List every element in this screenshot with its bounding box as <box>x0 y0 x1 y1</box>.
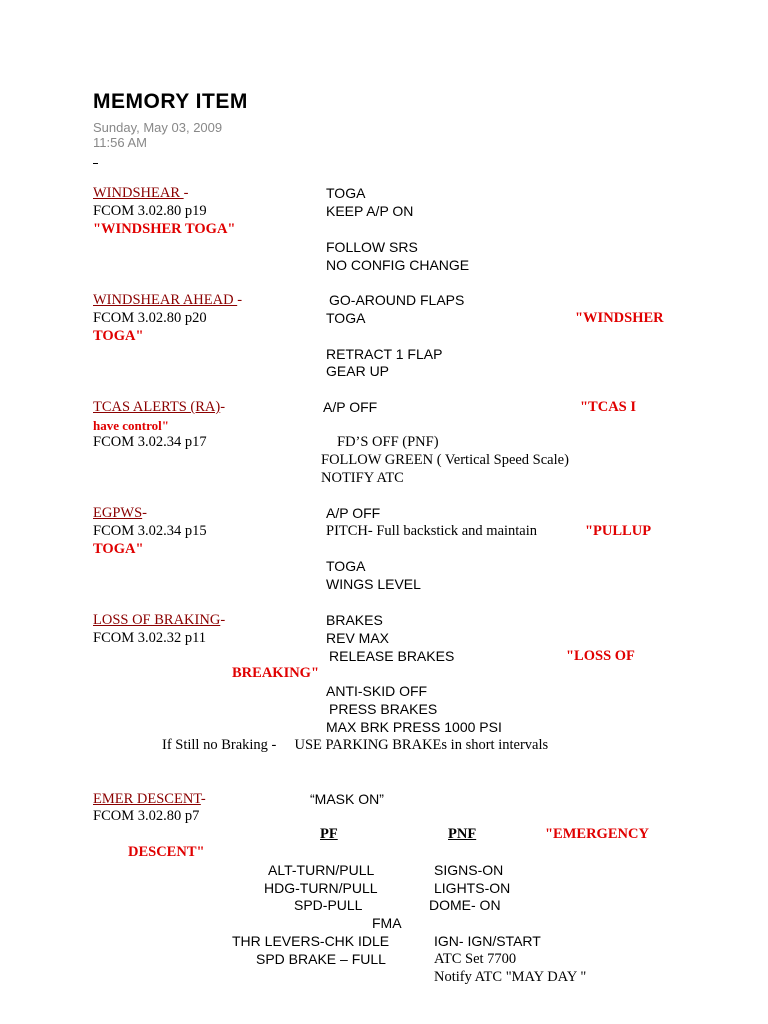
note-date: Sunday, May 03, 2009 <box>93 120 223 135</box>
emer-descent-pf-6: SPD BRAKE – FULL <box>256 951 386 967</box>
tcas-heading: TCAS ALERTS (RA) <box>93 399 221 415</box>
egpws-heading-line <box>93 505 147 522</box>
page-title: MEMORY ITEM <box>93 90 248 113</box>
emer-descent-dash: - <box>200 791 206 807</box>
windshear-callout: "WINDSHER TOGA" <box>93 221 236 237</box>
loss-braking-action-6: MAX BRK PRESS 1000 PSI <box>326 719 502 735</box>
windshear-ahead-heading-line <box>93 292 242 309</box>
loss-braking-action-2: REV MAX <box>326 630 390 646</box>
emer-descent-pnf-3: DOME- ON <box>429 897 501 913</box>
emer-descent-ref: FCOM 3.02.80 p7 <box>93 808 200 824</box>
loss-braking-note: If Still no Braking - USE PARKING BRAKEs in short intervals <box>162 737 549 753</box>
loss-braking-heading: LOSS OF BRAKING <box>93 612 221 628</box>
emer-descent-pf-2: HDG-TURN/PULL <box>264 880 378 896</box>
emer-descent-pf-3: SPD-PULL <box>294 897 363 913</box>
loss-braking-callout-a: "LOSS OF <box>566 648 635 664</box>
loss-braking-action-3: RELEASE BRAKES <box>329 648 455 664</box>
loss-braking-dash: - <box>220 612 226 628</box>
windshear-ahead-heading: WINDSHEAR AHEAD <box>93 292 238 308</box>
emer-descent-pnf-2: LIGHTS-ON <box>434 880 511 896</box>
tcas-ref: FCOM 3.02.34 p17 <box>93 434 207 450</box>
windshear-ahead-callout-a: "WINDSHER <box>575 310 664 326</box>
windshear-dash: - <box>183 185 189 201</box>
windshear-ahead-ref: FCOM 3.02.80 p20 <box>93 310 207 326</box>
note-time: 11:56 AM <box>93 135 147 150</box>
egpws-action-3: TOGA <box>326 558 366 574</box>
windshear-action-4: NO CONFIG CHANGE <box>326 257 470 273</box>
tcas-callout-b: have control" <box>93 418 169 433</box>
windshear-heading: WINDSHEAR <box>93 185 184 201</box>
windshear-ahead-action-3: RETRACT 1 FLAP <box>326 346 443 362</box>
windshear-action-3: FOLLOW SRS <box>326 239 418 255</box>
windshear-ahead-action-2: TOGA <box>326 310 366 326</box>
windshear-ahead-action-1: GO-AROUND FLAPS <box>329 292 465 308</box>
emer-descent-heading: EMER DESCENT <box>93 791 201 807</box>
emer-descent-callout-a: "EMERGENCY <box>545 826 649 842</box>
tcas-action-4: NOTIFY ATC <box>321 470 404 486</box>
tcas-dash: - <box>220 399 226 415</box>
emer-descent-heading-line <box>93 791 206 808</box>
emer-descent-mask: “MASK ON” <box>310 791 384 807</box>
egpws-heading: EGPWS <box>93 505 143 521</box>
egpws-callout-a: "PULLUP <box>585 523 652 539</box>
emer-descent-pf-5: THR LEVERS-CHK IDLE <box>232 933 390 949</box>
emer-descent-pf-4: FMA <box>372 915 402 931</box>
tcas-action-2: FD’S OFF (PNF) <box>337 434 439 450</box>
loss-braking-ref: FCOM 3.02.32 p11 <box>93 630 207 646</box>
egpws-action-4: WINGS LEVEL <box>326 576 421 592</box>
egpws-action-1: A/P OFF <box>326 505 381 521</box>
windshear-heading-line <box>93 185 188 202</box>
windshear-ref: FCOM 3.02.80 p19 <box>93 203 207 219</box>
tcas-callout-a: "TCAS I <box>580 399 636 415</box>
egpws-dash: - <box>142 505 147 521</box>
egpws-callout-b: TOGA" <box>93 541 144 557</box>
loss-braking-heading-line <box>93 612 225 629</box>
emer-descent-callout-b: DESCENT" <box>128 844 205 860</box>
egpws-action-2: PITCH- Full backstick and maintain <box>326 523 538 539</box>
windshear-ahead-action-4: GEAR UP <box>326 363 390 379</box>
loss-braking-callout-b: BREAKING" <box>232 665 320 681</box>
tcas-heading-line <box>93 399 225 416</box>
windshear-action-2: KEEP A/P ON <box>326 203 414 219</box>
loss-braking-action-4: ANTI-SKID OFF <box>326 683 428 699</box>
emer-descent-pnf-5: ATC Set 7700 <box>434 951 517 967</box>
tcas-action-1: A/P OFF <box>323 399 378 415</box>
windshear-ahead-dash: - <box>237 292 243 308</box>
emer-descent-pnf-1: SIGNS-ON <box>434 862 504 878</box>
emer-descent-pf-label: PF <box>320 826 338 842</box>
windshear-ahead-callout-b: TOGA" <box>93 328 144 344</box>
emer-descent-pnf-4: IGN- IGN/START <box>434 933 541 949</box>
loss-braking-action-1: BRAKES <box>326 612 383 628</box>
emer-descent-pnf-6: Notify ATC "MAY DAY " <box>434 969 587 985</box>
windshear-action-1: TOGA <box>326 185 366 201</box>
tcas-action-3: FOLLOW GREEN ( Vertical Speed Scale) <box>321 452 569 468</box>
emer-descent-pnf-label: PNF <box>448 826 477 842</box>
stray-underline-mark <box>93 163 98 164</box>
egpws-ref: FCOM 3.02.34 p15 <box>93 523 207 539</box>
loss-braking-action-5: PRESS BRAKES <box>329 701 438 717</box>
emer-descent-pf-1: ALT-TURN/PULL <box>268 862 375 878</box>
